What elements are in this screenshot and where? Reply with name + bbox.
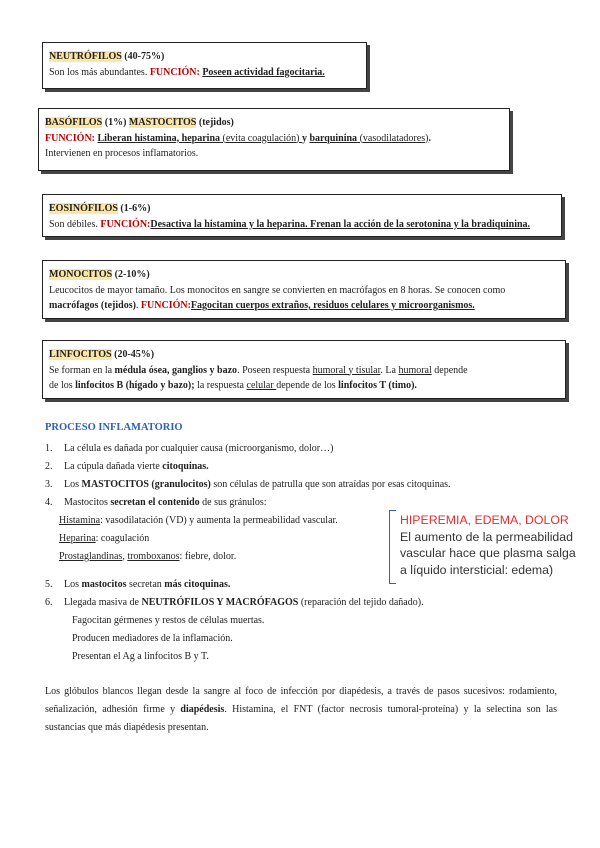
linfocitos-line1: Se forman en la médula ósea, ganglios y bazo. Poseen respuesta humoral y tisular. La humoral depende: [49, 364, 468, 376]
callout-bracket: [389, 510, 396, 584]
proceso-heading: PROCESO INFLAMATORIO: [45, 422, 183, 433]
hiperemia-callout: [389, 510, 589, 580]
eosinofilos-desc: Son débiles. FUNCIÓN:Desactiva la histamina y la heparina. Frenan la acción de la serotonina y la bradiquinina.: [49, 218, 531, 230]
sub-item-prostaglandinas: Prostaglandinas, tromboxanos: fiebre, dolor.: [59, 551, 237, 562]
eosinofilos-heading: EOSINÓFILOS (1-6%): [49, 203, 151, 214]
basofilos-box: [38, 108, 510, 171]
neutrofilos-desc: Son los más abundantes. FUNCIÓN: Poseen actividad fagocitaria.: [49, 66, 325, 78]
monocitos-box: [42, 260, 566, 319]
neutrofilos-heading: NEUTRÓFILOS (40-75%): [49, 51, 165, 62]
sub-item-histamina: Histamina: vasodilatación (VD) y aumenta la permeabilidad vascular.: [59, 515, 338, 526]
callout-line-3: a líquido intersticial: edema): [400, 562, 554, 577]
list-item: 4. Mastocitos secretan el contenido de sus gránulos:: [45, 497, 267, 508]
list-item: 2. La cúpula dañada vierte citoquinas.: [45, 461, 209, 472]
monocitos-heading: MONOCITOS (2-10%): [49, 269, 150, 280]
callout-title: HIPEREMIA, EDEMA, DOLOR: [400, 513, 569, 527]
linfocitos-line2: de los linfocitos B (hígado y bazo); la respuesta celular depende de los linfocitos T (timo).: [49, 380, 417, 391]
monocitos-line2: macrófagos (tejidos). FUNCIÓN:Fagocitan cuerpos extraños, residuos celulares y microorganismos.: [49, 300, 475, 311]
sub-item-presentan: Presentan el Ag a linfocitos B y T.: [72, 651, 209, 662]
list-item: 3. Los MASTOCITOS (granulocitos) son células de patrulla que son atraídas por esas citoquinas.: [45, 479, 451, 490]
eosinofilos-box: [42, 194, 562, 237]
list-item: 5. Los mastocitos secretan más citoquinas.: [45, 579, 231, 590]
callout-line-1: El aumento de la permeabilidad: [400, 529, 573, 544]
basofilos-heading: BASÓFILOS (1%) MASTOCITOS (tejidos): [45, 117, 234, 128]
sub-item-fagocitan: Fagocitan gérmenes y restos de células muertas.: [72, 615, 265, 626]
list-item: 6. Llegada masiva de NEUTRÓFILOS Y MACRÓFAGOS (reparación del tejido dañado).: [45, 597, 424, 608]
list-item: 1. La célula es dañada por cualquier causa (microorganismo, dolor…): [45, 443, 334, 454]
linfocitos-heading: LINFOCITOS (20-45%): [49, 349, 155, 360]
sub-item-mediadores: Producen mediadores de la inflamación.: [72, 633, 233, 644]
basofilos-function: FUNCIÓN: Liberan histamina, heparina (evita coagulación) y barquinina (vasodilatadores).: [45, 132, 431, 144]
diapedesis-paragraph: Los glóbulos blancos llegan desde la sangre al foco de infección por diapédesis, a través de pasos sucesivos: rodamiento, señalización, adhesión firme y diapédesis. Histamina, el FNT (factor necrosis tumoral-proteína) y la selectina son las sustancias que más diapédesis presentan.: [45, 686, 558, 733]
callout-text: [400, 512, 576, 578]
neutrofilos-box: [42, 42, 367, 89]
monocitos-line1: Leucocitos de mayor tamaño. Los monocitos en sangre se convierten en macrófagos en 8 horas. Se conocen como: [49, 284, 506, 296]
callout-line-2: vascular hace que plasma salga: [400, 546, 576, 561]
sub-item-heparina: Heparina: coagulación: [59, 533, 150, 544]
linfocitos-box: [42, 340, 566, 399]
basofilos-desc: Intervienen en procesos inflamatorios.: [45, 148, 199, 159]
